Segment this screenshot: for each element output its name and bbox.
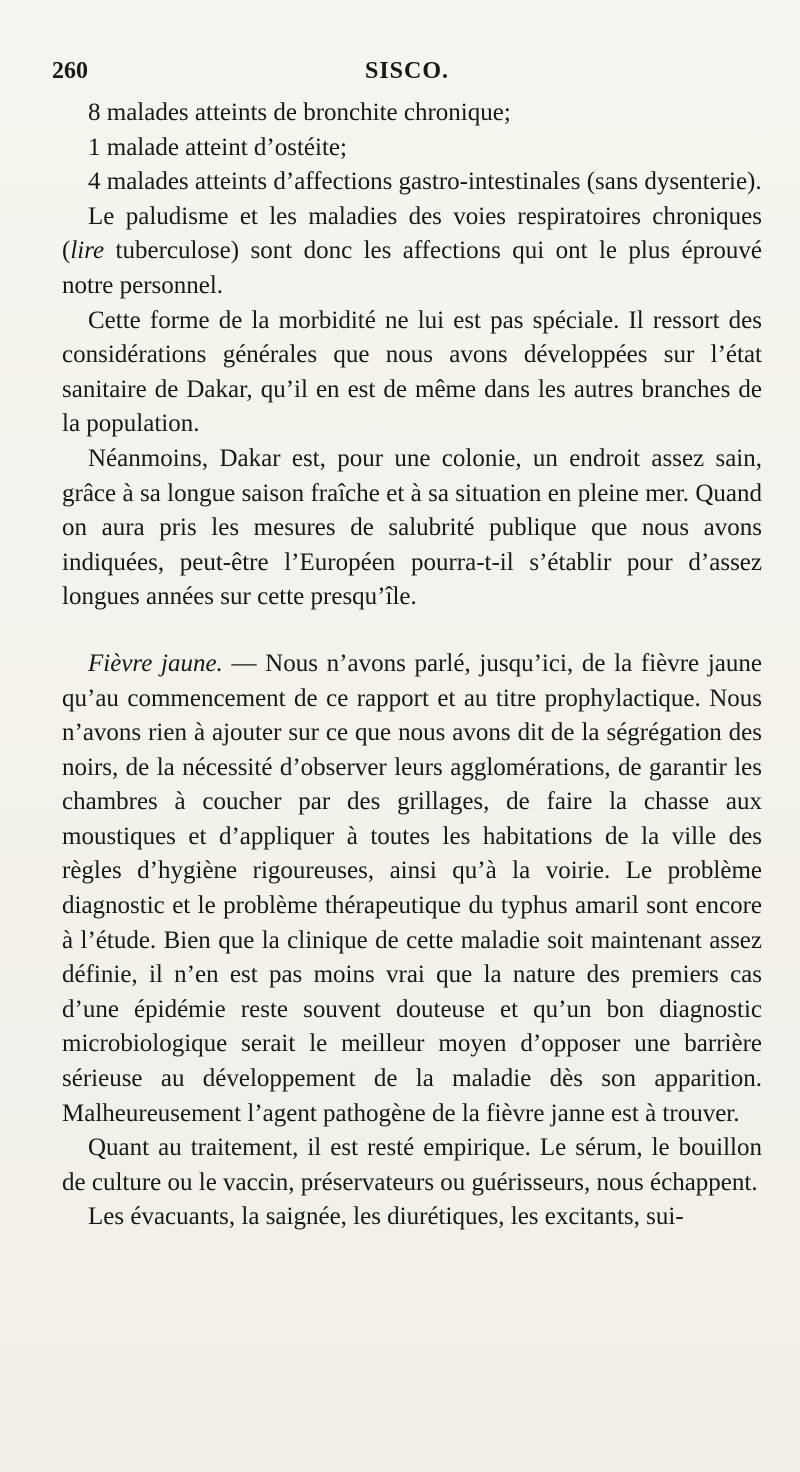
text-span: tuberculose) sont donc les affections qui ont le plus éprouvé notre personnel. xyxy=(62,237,762,299)
paragraph: 8 malades atteints de bronchite chronique; xyxy=(88,99,511,126)
paragraph: Les évacuants, la saignée, les diurétiques, les excitants, sui- xyxy=(88,1203,684,1231)
text-span: — Nous n’avons parlé, jusqu’ici, de la fièvre jaune qu’au commencement de ce rapport et au titre prophylactique. Nous n’avons rien à ajouter sur ce que nous avons dit de la ségrégation des noirs, de la nécessité d’observer leurs agglomérations, de garantir les chambres à coucher par des grillages, de faire la chasse aux moustiques et d’appliquer à toutes les habitations de la ville des règles d’hygiène rigoureuses, ainsi qu’à la voirie. Le problème diagnostic et le problème thérapeutique du typhus amaril sont encore à l’étude. Bien que la clinique de cette maladie soit maintenant assez définie, il n’en est pas moins vrai que la nature des premiers cas d’une épidémie reste souvent douteuse et qu’un bon diagnostic microbiologique serait le meilleur moyen d’opposer une barrière sérieuse au développement de la maladie dès son apparition. Malheureusement l’agent pathogène de la fièvre janne est à trouver. xyxy=(62,649,762,1127)
section-title: Fièvre jaune. xyxy=(88,649,223,677)
paragraph: Quant au traitement, il est resté empirique. Le sérum, le bouillon de culture ou le vaccin, préservateurs ou guérisseurs, nous échappent. xyxy=(62,1134,762,1196)
running-head: SISCO. xyxy=(364,58,450,84)
paragraph: Néanmoins, Dakar est, pour une colonie, un endroit assez sain, grâce à sa longue saison fraîche et à sa situation en pleine mer. Quand on aura pris les mesures de salubrité publique que nous avons indiquées, peut-être l’Européen pourra-t-il s’établir pour d’assez longues années sur cette presqu’île. xyxy=(62,444,762,611)
paragraph xyxy=(62,647,762,1131)
paragraph: 1 malade atteint d’ostéite; xyxy=(88,133,347,161)
page-header xyxy=(52,52,762,92)
paragraph xyxy=(62,200,762,304)
text-span: Le paludisme et les maladies des voies respiratoires chroniques ( xyxy=(62,202,762,265)
body-text xyxy=(62,96,762,1235)
italic-word: lire xyxy=(70,237,105,265)
page-number: 260 xyxy=(52,58,88,84)
paragraph: Cette forme de la morbidité ne lui est pas spéciale. Il ressort des considérations générales que nous avons développées sur l’état sanitaire de Dakar, qu’il en est de même dans les autres branches de la population. xyxy=(62,306,762,438)
paragraph: 4 malades atteints d’affections gastro-intestinales (sans dysenterie). xyxy=(88,168,762,196)
